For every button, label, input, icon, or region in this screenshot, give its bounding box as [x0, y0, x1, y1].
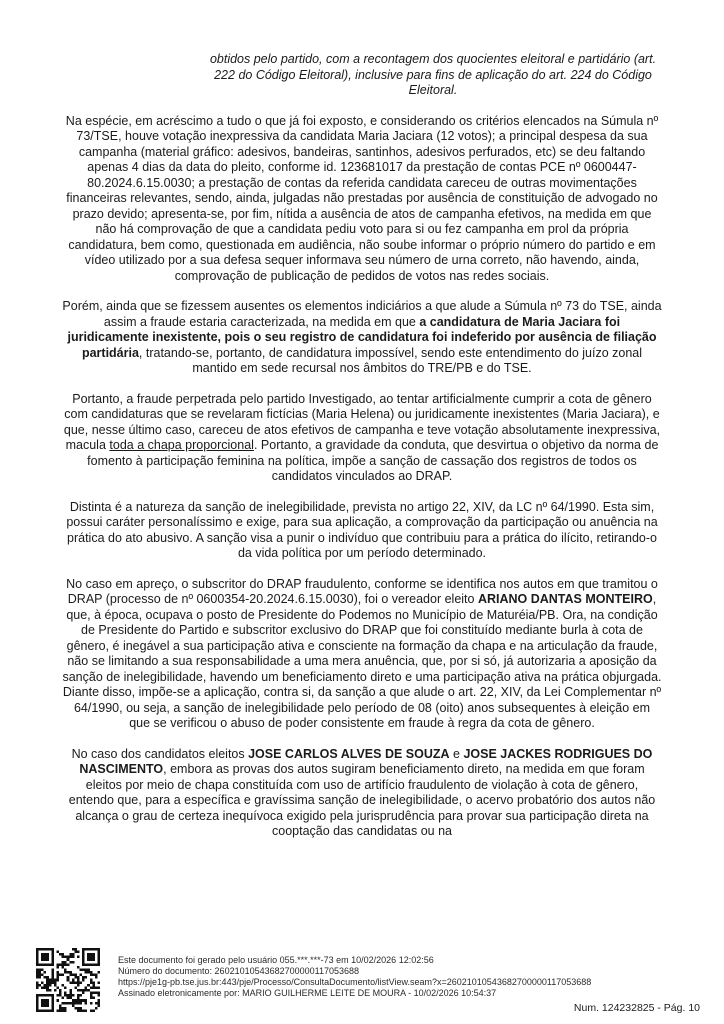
paragraph-porem: Porém, ainda que se fizessem ausentes os elementos indiciários a que alude a Súmula nº 73 do TSE, ainda assim a fraude estaria caracterizada, na medida em que a candidatura de Maria Jaciara foi juridicamente inexistente, pois o seu registro de candidatura foi indeferido por ausência de filiação partidária, tratando-se, portanto, de candidatura impossível, sendo este entendimento do juízo zonal mantido em sede recursal nos âmbitos do TRE/PB e do TSE.: [62, 299, 662, 375]
paragraph-portanto: Portanto, a fraude perpetrada pelo partido Investigado, ao tentar artificialmente cumprir a cota de gênero com candidaturas que se revelaram fictícias (Maria Helena) ou juridicamente inexistentes (Maria Jaciara), e que, nesse último caso, careceu de atos efetivos de campanha e teve votação absolutamente inexpressiva, macula toda a chapa proporcional. Portanto, a gravidade da conduta, que desvirtua o objetivo da norma de fomento à participação feminina na política, impõe a sanção de cassação dos registros de todos os candidatos vinculados ao DRAP.: [63, 391, 661, 483]
page-number: Num. 124232825 - Pág. 10: [573, 1002, 700, 1014]
footer-document-number-line: Número do documento: 26021010543682700000117053688: [118, 966, 360, 976]
document-body: [62, 0, 662, 855]
paragraph-no-caso-candidatos: No caso dos candidatos eleitos JOSE CARLOS ALVES DE SOUZA e JOSE JACKES RODRIGUES DO NASCIMENTO, embora as provas dos autos sugiram beneficiamento direto, na medida em que foram eleitos por meio de chapa constituída com uso de artifício fraudulento de violação à cota de gênero, entendo que, para a específica e gravíssima sanção de inelegibilidade, o acervo probatório dos autos não alcança o grau de certeza inequívoca exigido pela jurisprudência para provar sua participação direta na cooptação das candidatas ou na: [68, 746, 656, 838]
qr-code-icon: [36, 948, 100, 1012]
footer-generated-line: Este documento foi gerado pelo usuário 055.***.***-73 em 10/02/2026 12:02:56: [118, 955, 434, 965]
paragraph-na-especie: Na espécie, em acréscimo a tudo o que já foi exposto, e considerando os critérios elencados na Súmula nº 73/TSE, houve votação inexpressiva da candidata Maria Jaciara (12 votos); a principal despesa da sua campanha (material gráfico: adesivos, bandeiras, santinhos, adesivos perfurados, etc) se deu faltando apenas 4 dias da data do pleito, conforme id. 123681017 da prestação de contas PCE nº 0600447-80.2024.6.15.0030; a prestação de contas da referida candidata careceu de outras movimentações financeiras relevantes, sendo, ainda, julgadas não prestadas por ausência de constituição de advogado no prazo devido; apresenta-se, por fim, nítida a ausência de atos de campanha efetivos, na medida em que não há comprovação de que a candidata pediu voto para si ou fez campanha em prol da própria candidatura, bem como, questionada em audiência, não soube informar o próprio número do partido e em vídeo utilizado por a sua defesa sequer informava seu número de urna correto, não havendo, ainda, comprovação de publicação de pedidos de votos nas redes sociais.: [65, 113, 659, 283]
footer-meta: [118, 955, 591, 999]
paragraph-no-caso-apreco: No caso em apreço, o subscritor do DRAP fraudulento, conforme se identifica nos autos em que tramitou o DRAP (processo de nº 0600354-20.2024.6.15.0030), foi o vereador eleito ARIANO DANTAS MONTEIRO, que, à época, ocupava o posto de Presidente do Podemos no Município de Maturéia/PB. Ora, na condição de Presidente do Partido e subscritor exclusivo do DRAP que foi constituído mediante burla à cota de gênero, é inegável a sua participação ativa e consciente na formação da chapa e na articulação da fraude, não se limitando a sua responsabilidade a uma mera anuência, que, por si só, já autorizaria a aposição da sanção de inelegibilidade, havendo um beneficiamento direto e uma participação ativa na prática objurgada. Diante disso, impõe-se a aplicação, contra si, da sanção a que alude o art. 22, XIV, da Lei Complementar nº 64/1990, ou seja, a sanção de inelegibilidade pelo período de 08 (oito) anos subsequentes à eleição em que se verificou o abuso de poder consistente em fraude à regra da cota de gênero.: [62, 576, 662, 730]
paragraph-distinta: Distinta é a natureza da sanção de inelegibilidade, prevista no artigo 22, XIV, da LC nº 64/1990. Esta sim, possui caráter personalíssimo e exige, para sua aplicação, a comprovação da participação ou anuência na prática do ato abusivo. A sanção visa a punir o indivíduo que contribuiu para a prática do ilícito, retirando-o da vida política por um período determinado.: [66, 499, 658, 560]
document-footer: [36, 948, 591, 1012]
quote-paragraph: obtidos pelo partido, com a recontagem dos quocientes eleitoral e partidário (art. 222 do Código Eleitoral), inclusive para fins de aplicação do art. 224 do Código Eleitoral.: [209, 52, 657, 97]
footer-url-line: https://pje1g-pb.tse.jus.br:443/pje/Processo/ConsultaDocumento/listView.seam?x=26021010543682700000117053688: [118, 977, 592, 987]
footer-signature-line: Assinado eletronicamente por: MARIO GUILHERME LEITE DE MOURA - 10/02/2026 10:54:37: [118, 988, 497, 998]
